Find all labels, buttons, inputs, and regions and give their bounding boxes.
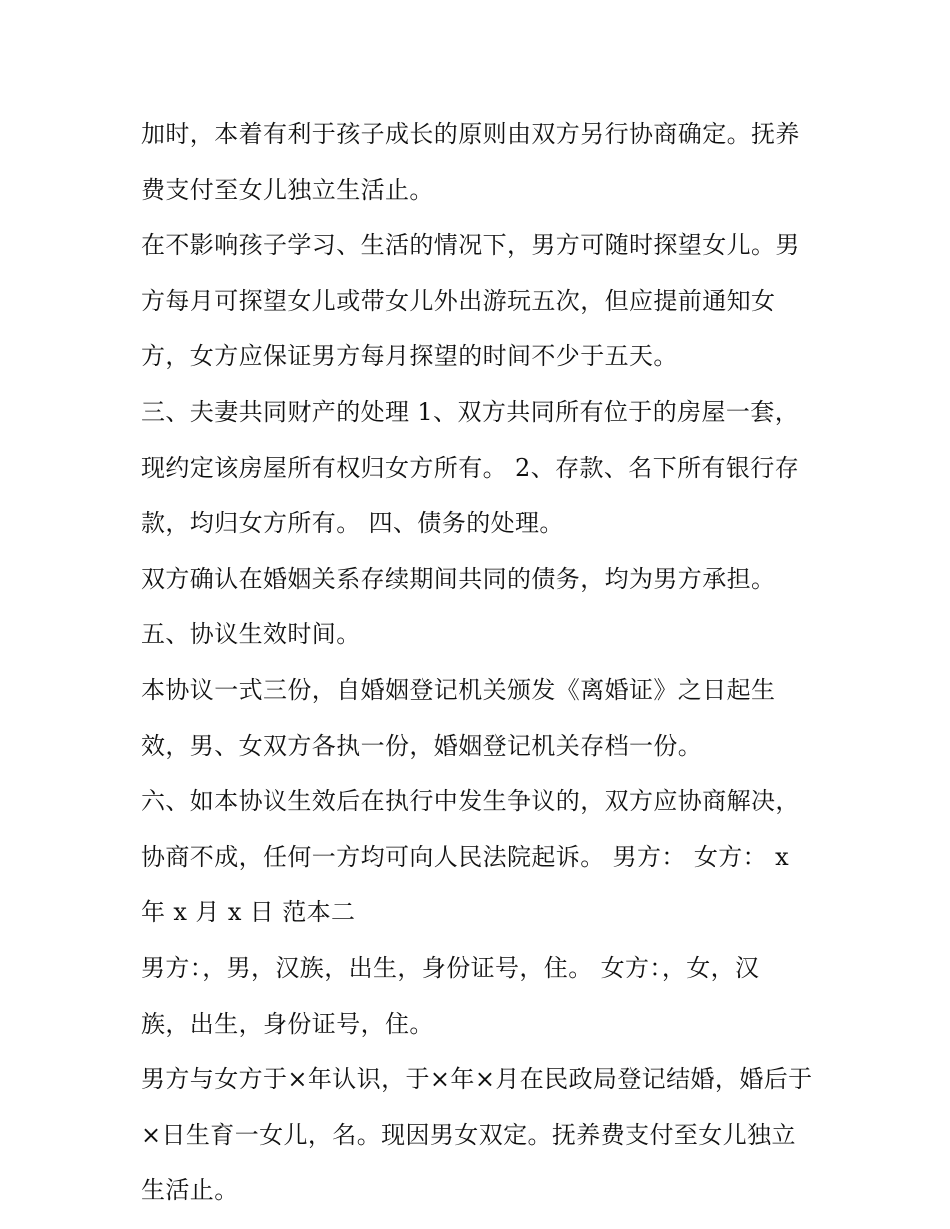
text-line: 本协议一式三份，自婚姻登记机关颁发《离婚证》之日起生 bbox=[141, 675, 776, 704]
text-line: 五、协议生效时间。 bbox=[141, 620, 361, 649]
text-line: 方每月可探望女儿或带女儿外出游玩五次，但应提前通知女 bbox=[141, 286, 776, 315]
text-line: 效，男、女双方各执一份，婚姻登记机关存档一份。 bbox=[141, 731, 703, 760]
text-line: 族，出生，身份证号，住。 bbox=[141, 1009, 434, 1038]
text-line: 男方与女方于×年认识，于×年×月在民政局登记结婚，婚后于 bbox=[141, 1065, 813, 1094]
text-line: 三、夫妻共同财产的处理 1、双方共同所有位于的房屋一套， bbox=[141, 397, 800, 426]
text-line: 双方确认在婚姻关系存续期间共同的债务，均为男方承担。 bbox=[141, 564, 776, 593]
text-line: 六、如本协议生效后在执行中发生争议的，双方应协商解决， bbox=[141, 787, 800, 816]
document-body bbox=[141, 107, 831, 1219]
text-line: 男方：，男，汉族，出生，身份证号，住。 女方：，女，汉 bbox=[141, 953, 760, 982]
text-line: 生活止。 bbox=[141, 1176, 239, 1205]
text-line: 现约定该房屋所有权归女方所有。 2、存款、名下所有银行存 bbox=[141, 453, 800, 482]
text-line: 年 x 月 x 日 范本二 bbox=[141, 898, 356, 927]
text-line: 在不影响孩子学习、生活的情况下，男方可随时探望女儿。男 bbox=[141, 231, 800, 260]
text-line: 协商不成，任何一方均可向人民法院起诉。 男方： 女方： x bbox=[141, 842, 790, 871]
text-line: 款，均归女方所有。 四、债务的处理。 bbox=[141, 509, 564, 538]
text-line: ×日生育一女儿，名。现因男女双定。抚养费支付至女儿独立 bbox=[141, 1120, 796, 1149]
text-line: 费支付至女儿独立生活止。 bbox=[141, 175, 434, 204]
text-line: 方，女方应保证男方每月探望的时间不少于五天。 bbox=[141, 342, 678, 371]
text-line: 加时，本着有利于孩子成长的原则由双方另行协商确定。抚养 bbox=[141, 120, 800, 148]
